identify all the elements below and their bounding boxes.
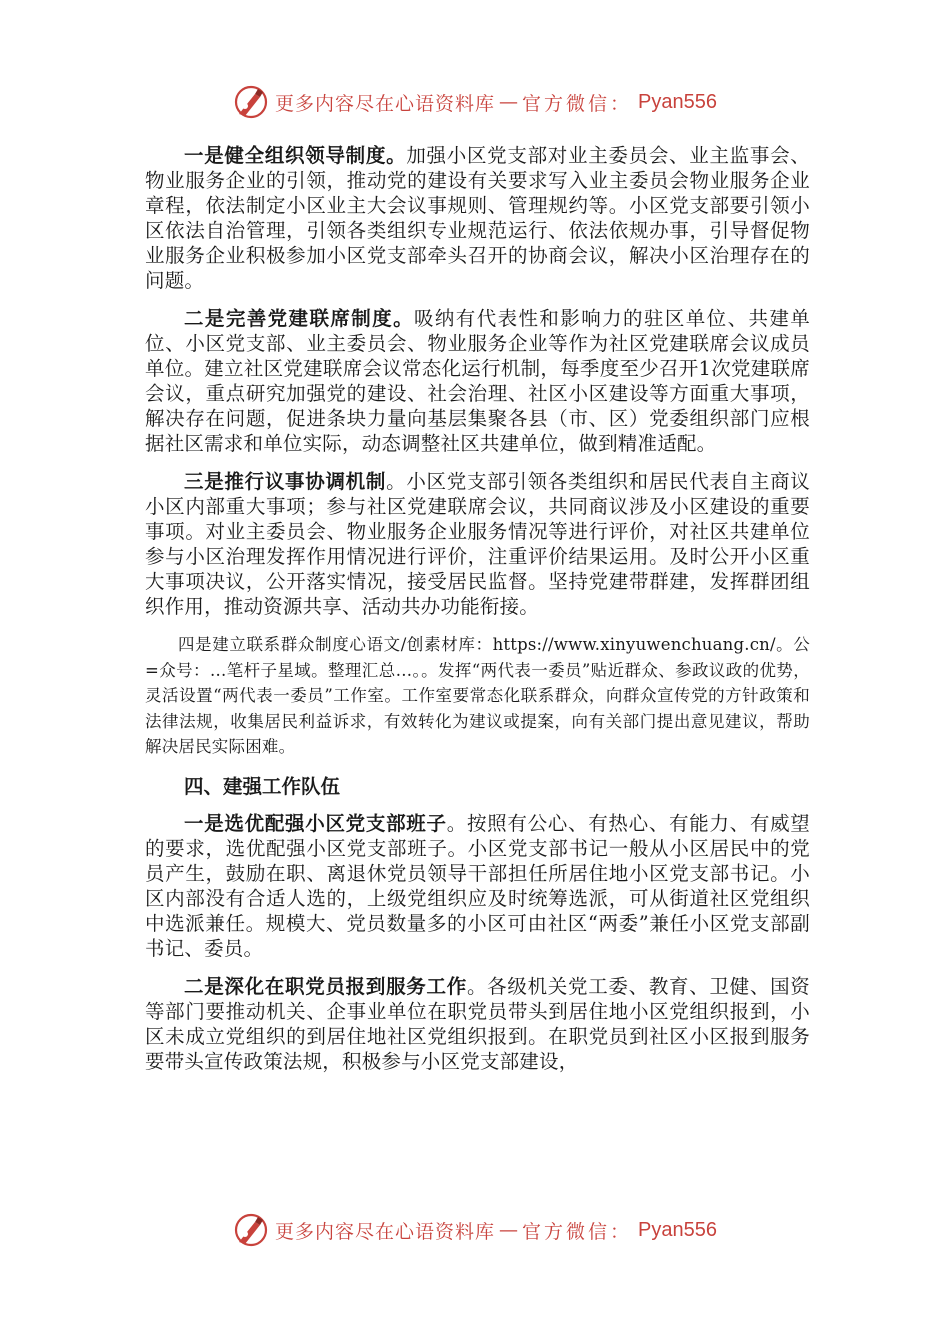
banner-separator: — (499, 91, 519, 113)
paragraph-4: 四是建立联系群众制度心语文/创素材库：https://www.xinyuwenchuang.cn/。公=众号：…笔杆子星域。整理汇总…。。发挥“两代表一委员”贴近群众、参政议政的优势，灵活设置“两代表一委员”工作室。工作室要常态化联系群众，向群众宣传党的方针政策和法律法规，收集居民利益诉求，有效转化为建议或提案，向有关部门提出意见建议，帮助解决居民实际困难。 (145, 635, 810, 756)
document-body (145, 143, 810, 1087)
paragraph-1 (145, 143, 810, 293)
banner-separator: — (499, 1219, 519, 1241)
banner-wechat-id: Pyan556 (638, 1218, 717, 1241)
paragraph-text: 吸纳有代表性和影响力的驻区单位、共建单位、小区党支部、业主委员会、物业服务企业等作为社区党建联席会议成员单位。建立社区党建联席会议常态化运行机制，每季度至少召开1次党建联席会议，重点研究加强党的建设、社会治理、社区小区建设等方面重大事项，解决存在问题，促进条块力量向基层集聚各县（市、区）党委组织部门应根据社区需求和单位实际，动态调整社区共建单位，做到精准适配。 (145, 307, 810, 455)
section-heading: 四、建强工作队伍 (184, 774, 341, 798)
footer-banner (0, 1208, 950, 1252)
paragraph-text: 加强小区党支部对业主委员会、业主监事会、物业服务企业的引领，推动党的建设有关要求写入业主委员会物业服务企业章程，依法制定小区业主大会议事规则、管理规约等。小区党支部要引领小区依法自治管理，引领各类组织专业规范运行、依法依规办事，引导督促物业服务企业积极参加小区党支部牵头召开的协商会议，解决小区治理存在的问题。 (145, 144, 810, 292)
paragraph-text: 。各级机关党工委、教育、卫健、国资等部门要推动机关、企事业单位在职党员带头到居住地小区党组织报到，小区未成立党组织的到居住地社区党组织报到。在职党员到社区小区报到服务要带头宣传政策法规，积极参与小区党支部建设， (145, 974, 810, 1073)
paragraph-text: 。小区党支部引领各类组织和居民代表自主商议小区内部重大事项；参与社区党建联席会议，共同商议涉及小区建设的重要事项。对业主委员会、物业服务企业服务情况等进行评价，对社区共建单位参与小区治理发挥作用情况进行评价，注重评价结果运用。及时公开小区重大事项决议，公开落实情况，接受居民监督。坚持党建带群建，发挥群团组织作用，推动资源共享、活动共办功能衔接。 (145, 470, 810, 618)
paragraph-6 (145, 974, 810, 1074)
paragraph-lead: 二是完善党建联席制度。 (184, 307, 414, 330)
paragraph-5 (145, 811, 810, 961)
paragraph-lead: 二是深化在职党员报到服务工作 (184, 974, 467, 998)
paragraph-lead: 一是选优配强小区党支部班子 (184, 811, 447, 835)
pen-logo-icon (233, 84, 269, 120)
paragraph-2 (145, 306, 810, 456)
paragraph-3 (145, 469, 810, 619)
paragraph-text: 。按照有公心、有热心、有能力、有威望的要求，选优配强小区党支部班子。小区党支部书记一般从小区居民中的党员产生，鼓励在职、离退休党员领导干部担任所居住地小区党支部书记。小区内部没有合适人选的，上级党组织应及时统筹选派，可从街道社区党组织中选派兼任。规模大、党员数量多的小区可由社区“两委”兼任小区党支部副书记、委员。 (145, 811, 810, 960)
paragraph-lead: 三是推行议事协调机制 (184, 470, 387, 493)
paragraph-lead: 一是健全组织领导制度。 (184, 144, 407, 167)
banner-wechat-id: Pyan556 (638, 90, 717, 113)
pen-logo-icon (233, 1212, 269, 1248)
banner-text: 更多内容尽在心语资料库 (275, 92, 496, 115)
header-banner (0, 80, 950, 124)
banner-text: 更多内容尽在心语资料库 (275, 1220, 496, 1243)
banner-wechat-label: 官方微信： (522, 92, 633, 115)
banner-wechat-label: 官方微信： (522, 1220, 633, 1243)
